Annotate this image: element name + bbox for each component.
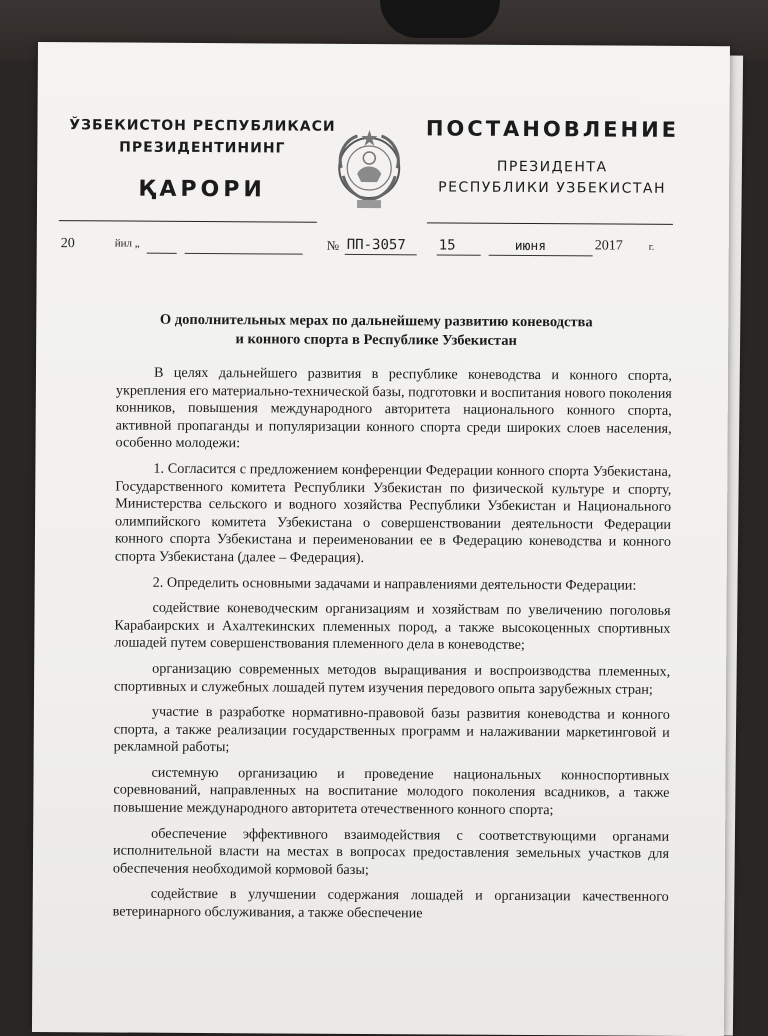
header-russian-line3: РЕСПУБЛИКИ УЗБЕКИСТАН xyxy=(438,179,667,197)
paragraph-item-2: 2. Определить основными задачами и направлениями деятельности Федерации: xyxy=(152,574,637,594)
header-uzbek-line3: ҚАРОРИ xyxy=(138,176,266,203)
paragraph-task-1: содействие коневодческим организациям и хозяйствам по увеличению поголовья Карабаирских и Ахалтекинских племенных пород, а также высокоценных спортивных лошадей путем совершенствования племенного дела в коневодстве; xyxy=(114,599,671,654)
title-line1: О дополнительных мерах по дальнейшему развитию коневодства xyxy=(159,311,593,331)
paragraph-task-2: организацию современных методов выращивания и воспроизводства племенных, спортивных и служебных лошадей путем изучения передового опыта зарубежных стран; xyxy=(114,660,671,698)
day-value: 15 xyxy=(438,237,456,254)
year-value: 2017 xyxy=(594,238,623,254)
header-uzbek-line1: ЎЗБЕКИСТОН РЕСПУБЛИКАСИ xyxy=(69,117,336,135)
paragraph-item-1: 1. Согласится с предложением конференции Федерации конного спорта Узбекистана, Государственного комитета Республики Узбекистан по физической культуре и спорту, Министерства сельского и водного хозяйства Республики Узбекистан и Национального олимпийского комитета Узбекистана о совершенствовании деятельности Федерации конного спорта Узбекистана и переименовании ее в Федерацию коневодства и конного спорта Узбекистана (далее – Федерация). xyxy=(114,460,672,566)
document-title xyxy=(96,310,656,351)
dateline-blank-month xyxy=(185,253,303,255)
document-body xyxy=(113,364,672,932)
month-value: июня xyxy=(514,238,547,255)
year-suffix: г. xyxy=(648,241,655,253)
state-emblem-icon xyxy=(327,124,412,217)
paragraph-task-5: обеспечение эффективного взаимодействия с соответствующими органами исполнительной власти на местах в вопросах предоставления земельных участков для обеспечения необходимой кормовой базы; xyxy=(112,825,670,878)
header-rule-left xyxy=(59,220,317,223)
header-russian-line1: ПОСТАНОВЛЕНИЕ xyxy=(425,116,680,142)
header-russian-line2: ПРЕЗИДЕНТА xyxy=(496,158,608,176)
number-label: № xyxy=(326,237,340,253)
dateline-blank-day xyxy=(147,253,177,254)
paragraph-task-3: участие в разработке нормативно-правовой базы развития коневодства и конного спорта, а также реализации государственных программ и налаживании маркетинговой и рекламной работы; xyxy=(113,703,670,756)
header-rule-right xyxy=(427,222,673,225)
dateline xyxy=(57,234,697,262)
header-uzbek-line2: ПРЕЗИДЕНТИНИНГ xyxy=(119,139,286,157)
month-underline xyxy=(489,255,593,257)
document-page xyxy=(32,42,730,1036)
paragraph-task-4: системную организацию и проведение национальных конноспортивных соревнований, направленных на воспитание молодого поколения всадников, а также повышение международного авторитета отечественного конного спорта; xyxy=(113,764,670,819)
title-line2: и конного спорта в Республике Узбекистан xyxy=(235,331,517,349)
paragraph-task-6: содействие в улучшении содержания лошадей и организации качественного ветеринарного обслуживания, а также обеспечение xyxy=(112,886,669,922)
year-prefix: 20 xyxy=(60,236,75,252)
dark-object-on-desk xyxy=(380,0,500,38)
yil-label: йил „ xyxy=(114,237,140,250)
number-value: ПП-3057 xyxy=(346,236,406,254)
paragraph-preamble: В целях дальнейшего развития в республике коневодства и конного спорта, укрепления его материально-технической базы, подготовки и воспитания нового поколения конников, повышения международного авторитета национального конного спорта, активной пропаганды и популяризации конного спорта среди широких слоев населения, особенно молодежи: xyxy=(115,364,673,452)
day-underline xyxy=(437,254,481,255)
header-russian xyxy=(422,116,682,200)
number-underline xyxy=(345,254,417,255)
header-uzbek xyxy=(57,114,348,203)
